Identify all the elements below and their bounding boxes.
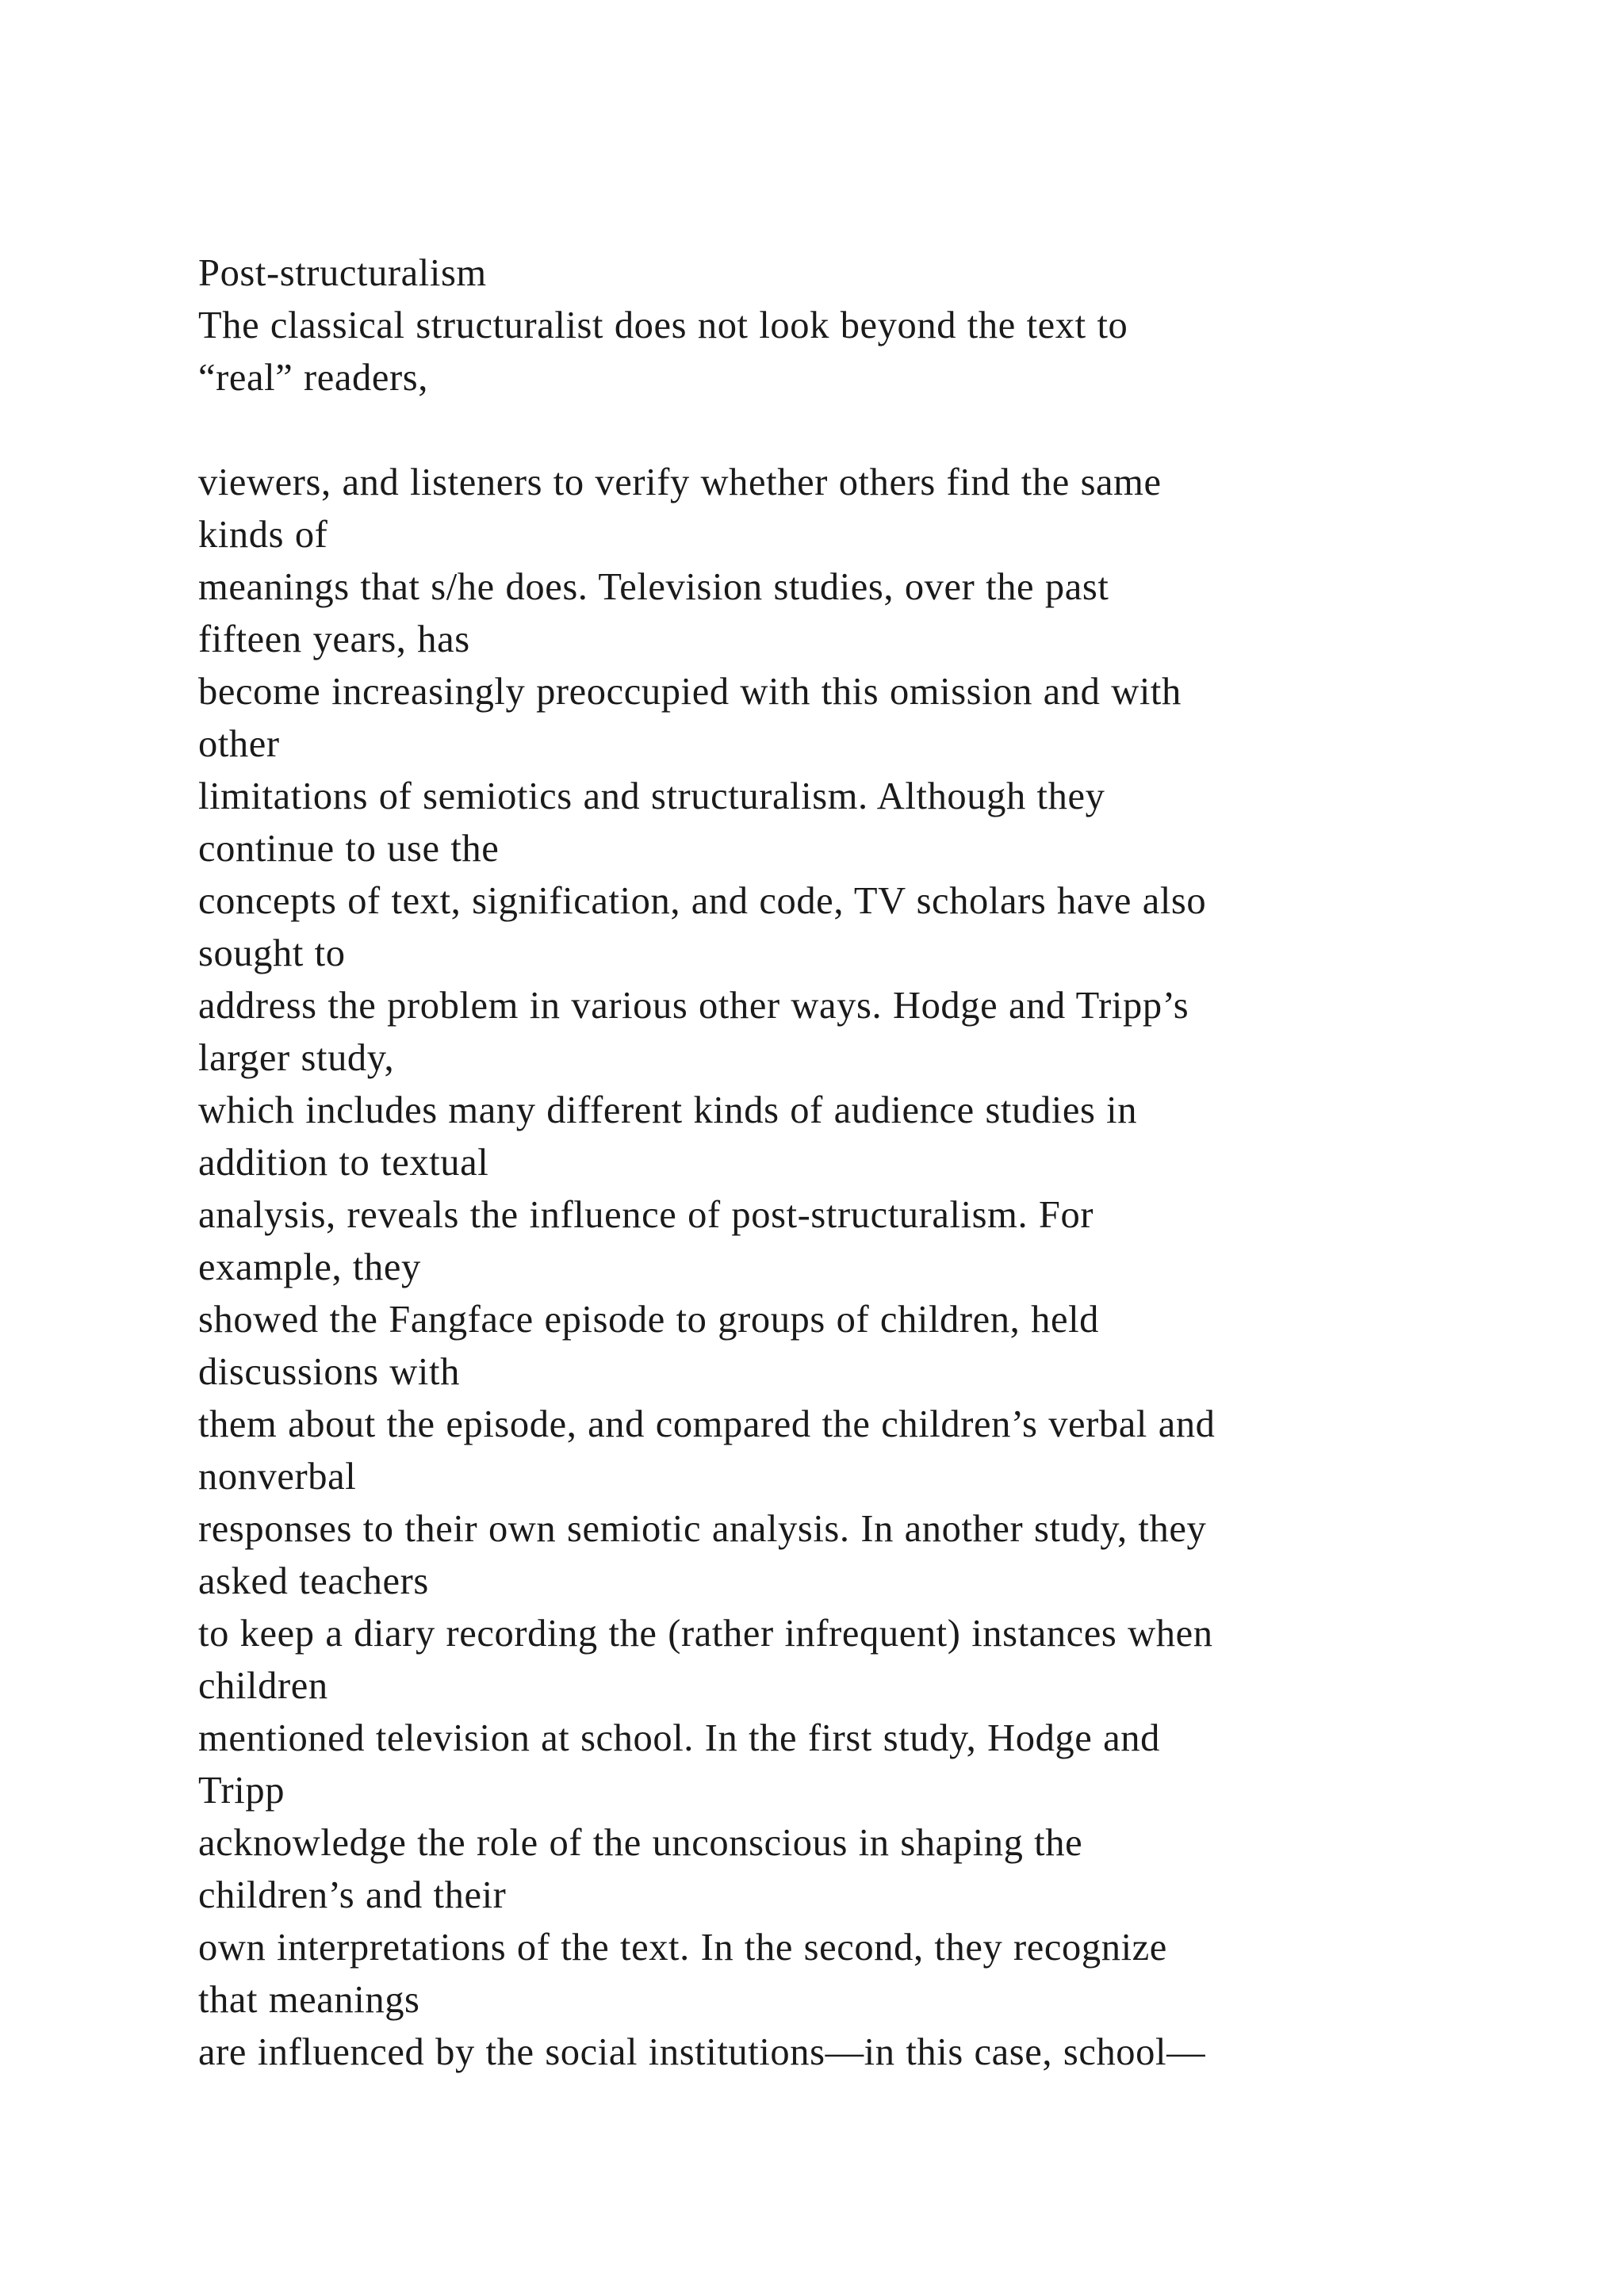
text-line: limitations of semiotics and structuralism. Although they	[198, 775, 1105, 817]
text-line: acknowledge the role of the unconscious in shaping the	[198, 1822, 1083, 1864]
text-line: discussions with	[198, 1351, 460, 1393]
text-line: analysis, reveals the influence of post-structuralism. For	[198, 1194, 1094, 1236]
text-line: Tripp	[198, 1770, 285, 1812]
text-line: responses to their own semiotic analysis. In another study, they	[198, 1508, 1207, 1550]
text-line: meanings that s/he does. Television studies, over the past	[198, 566, 1109, 608]
text-line: asked teachers	[198, 1560, 429, 1602]
text-line: example, they	[198, 1246, 421, 1288]
text-line: children	[198, 1665, 328, 1707]
text-line: kinds of	[198, 514, 328, 556]
text-line: viewers, and listeners to verify whether others find the same	[198, 461, 1162, 503]
text-line: larger study,	[198, 1037, 395, 1079]
text-line: them about the episode, and compared the children’s verbal and	[198, 1403, 1216, 1445]
text-line: to keep a diary recording the (rather infrequent) instances when	[198, 1613, 1213, 1655]
text-line: addition to textual	[198, 1142, 489, 1184]
text-line: “real” readers,	[198, 357, 428, 399]
text-line: which includes many different kinds of audience studies in	[198, 1089, 1138, 1131]
text-line: The classical structuralist does not look beyond the text to	[198, 304, 1128, 346]
text-line: showed the Fangface episode to groups of children, held	[198, 1299, 1099, 1341]
text-line: that meanings	[198, 1979, 420, 2021]
text-line: other	[198, 723, 280, 765]
text-line: children’s and their	[198, 1874, 507, 1916]
text-line: become increasingly preoccupied with this omission and with	[198, 671, 1182, 713]
text-line: fifteen years, has	[198, 618, 470, 660]
text-line: nonverbal	[198, 1456, 357, 1498]
text-line: sought to	[198, 932, 346, 974]
document-text	[198, 247, 1594, 2079]
text-line: address the problem in various other ways. Hodge and Tripp’s	[198, 985, 1189, 1027]
text-line: own interpretations of the text. In the second, they recognize	[198, 1927, 1167, 1969]
document-title: Post-structuralism	[198, 252, 487, 294]
text-line: mentioned television at school. In the first study, Hodge and	[198, 1717, 1160, 1759]
text-line: concepts of text, signification, and code, TV scholars have also	[198, 880, 1207, 922]
text-line: are influenced by the social institutions—in this case, school—	[198, 2031, 1206, 2073]
paragraph-gap	[198, 404, 1594, 457]
text-line: continue to use the	[198, 828, 500, 870]
